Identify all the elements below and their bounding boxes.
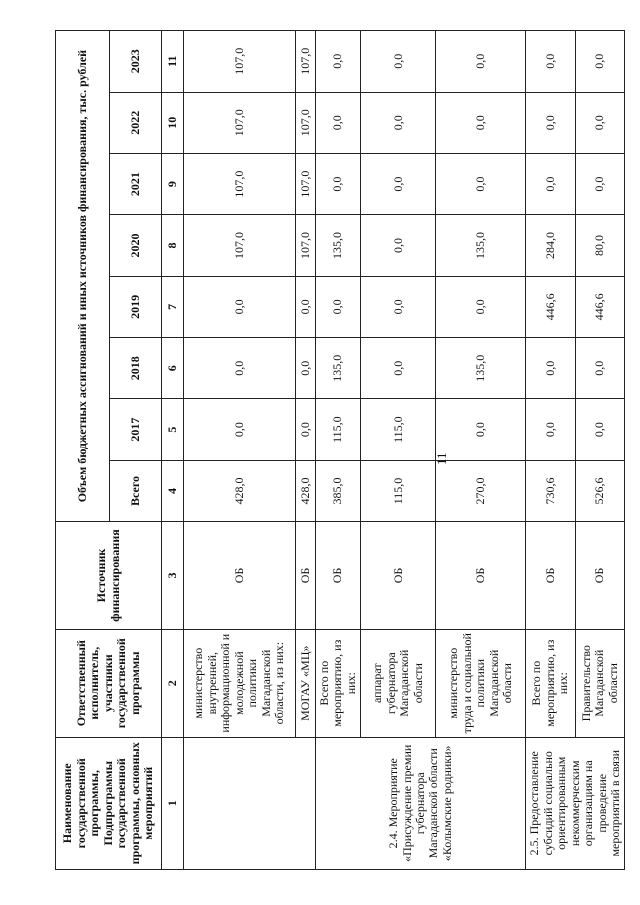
header-year-2022: 2022 (110, 92, 162, 153)
value-2019: 0,0 (316, 276, 361, 337)
value-2019: 446,6 (575, 276, 625, 337)
executor-cell: Правительство Магаданской области (575, 629, 625, 737)
value-2022: 0,0 (526, 92, 576, 153)
value-2021: 0,0 (361, 153, 436, 214)
value-2017: 0,0 (184, 399, 296, 460)
value-2020: 0,0 (361, 215, 436, 276)
value-2019: 0,0 (184, 276, 296, 337)
value-2018: 0,0 (296, 338, 316, 399)
value-2018: 0,0 (184, 338, 296, 399)
value-2021: 107,0 (296, 153, 316, 214)
header-year-2018: 2018 (110, 338, 162, 399)
value-2023: 0,0 (526, 31, 576, 93)
header-year-2020: 2020 (110, 215, 162, 276)
funding-source-cell: ОБ (436, 522, 526, 630)
header-year-2019: 2019 (110, 276, 162, 337)
financing-table (55, 30, 625, 870)
value-2018: 135,0 (436, 338, 526, 399)
value-2018: 0,0 (575, 338, 625, 399)
value-2017: 115,0 (316, 399, 361, 460)
executor-cell: Всего по мероприятию, из них: (526, 629, 576, 737)
funding-source-cell: ОБ (526, 522, 576, 630)
value-2017: 0,0 (436, 399, 526, 460)
value-total: 730,6 (526, 460, 576, 521)
value-2019: 0,0 (436, 276, 526, 337)
value-2023: 0,0 (316, 31, 361, 93)
value-2020: 135,0 (316, 215, 361, 276)
value-2021: 107,0 (184, 153, 296, 214)
value-2022: 107,0 (184, 92, 296, 153)
value-total: 428,0 (296, 460, 316, 521)
value-total: 428,0 (184, 460, 296, 521)
value-2017: 0,0 (296, 399, 316, 460)
value-2020: 107,0 (184, 215, 296, 276)
value-total: 526,6 (575, 460, 625, 521)
value-2023: 0,0 (575, 31, 625, 93)
page-number: 11 (434, 452, 449, 465)
value-2019: 0,0 (296, 276, 316, 337)
program-name-cell: 2.4. Мероприятие «Присуждение премии губернатора Магаданской области «Колымские родники» (316, 737, 526, 869)
header-funding-source: Источник финансирования (56, 522, 162, 630)
column-number: 7 (162, 276, 184, 337)
value-2017: 115,0 (361, 399, 436, 460)
header-program-name: Наименование государственной программы, Подпрограммы государственной программы, основных мероприятий (56, 737, 162, 869)
value-2021: 0,0 (436, 153, 526, 214)
value-2021: 0,0 (575, 153, 625, 214)
column-number: 11 (162, 31, 184, 93)
header-year-2017: 2017 (110, 399, 162, 460)
value-total: 270,0 (436, 460, 526, 521)
value-2019: 0,0 (361, 276, 436, 337)
value-2023: 0,0 (436, 31, 526, 93)
header-year-2021: 2021 (110, 153, 162, 214)
value-2022: 0,0 (316, 92, 361, 153)
column-number: 8 (162, 215, 184, 276)
value-2021: 0,0 (316, 153, 361, 214)
table-row (526, 31, 576, 870)
value-2023: 107,0 (184, 31, 296, 93)
executor-cell: МОГАУ «МЦ» (296, 629, 316, 737)
column-number: 4 (162, 460, 184, 521)
funding-source-cell: ОБ (316, 522, 361, 630)
table-row (184, 31, 296, 870)
funding-source-cell: ОБ (296, 522, 316, 630)
value-2017: 0,0 (526, 399, 576, 460)
executor-cell: министерство труда и социальной политики Магаданской области (436, 629, 526, 737)
funding-source-cell: ОБ (575, 522, 625, 630)
value-2023: 107,0 (296, 31, 316, 93)
value-2018: 135,0 (316, 338, 361, 399)
value-total: 115,0 (361, 460, 436, 521)
column-number: 1 (162, 737, 184, 869)
program-name-cell (184, 737, 316, 869)
column-number: 2 (162, 629, 184, 737)
column-number: 9 (162, 153, 184, 214)
program-name-cell: 2.5. Предоставление субсидий социально ориентированным некоммерческим организациям на проведение мероприятий в связи (526, 737, 625, 869)
value-2022: 0,0 (361, 92, 436, 153)
value-2020: 107,0 (296, 215, 316, 276)
value-2020: 135,0 (436, 215, 526, 276)
header-executor: Ответственный исполнитель, участники государственной программы (56, 629, 162, 737)
header-budget-group: Объем бюджетных ассигнований и иных источников финансирования, тыс. рублей (56, 31, 110, 522)
value-2023: 0,0 (361, 31, 436, 93)
header-year-2023: 2023 (110, 31, 162, 93)
column-number: 10 (162, 92, 184, 153)
column-number: 5 (162, 399, 184, 460)
table-row (316, 31, 361, 870)
value-2019: 446,6 (526, 276, 576, 337)
executor-cell: министерство внутренней, информационной и молодежной политики Магаданской области, из них: (184, 629, 296, 737)
value-2020: 284,0 (526, 215, 576, 276)
value-2017: 0,0 (575, 399, 625, 460)
funding-source-cell: ОБ (361, 522, 436, 630)
column-number: 6 (162, 338, 184, 399)
value-2022: 0,0 (575, 92, 625, 153)
value-2022: 0,0 (436, 92, 526, 153)
funding-source-cell: ОБ (184, 522, 296, 630)
value-2018: 0,0 (526, 338, 576, 399)
value-2021: 0,0 (526, 153, 576, 214)
executor-cell: аппарат губернатора Магаданской области (361, 629, 436, 737)
column-number: 3 (162, 522, 184, 630)
executor-cell: Всего по мероприятию, из них: (316, 629, 361, 737)
value-2018: 0,0 (361, 338, 436, 399)
value-2022: 107,0 (296, 92, 316, 153)
value-2020: 80,0 (575, 215, 625, 276)
value-total: 385,0 (316, 460, 361, 521)
header-year-total: Всего (110, 460, 162, 521)
